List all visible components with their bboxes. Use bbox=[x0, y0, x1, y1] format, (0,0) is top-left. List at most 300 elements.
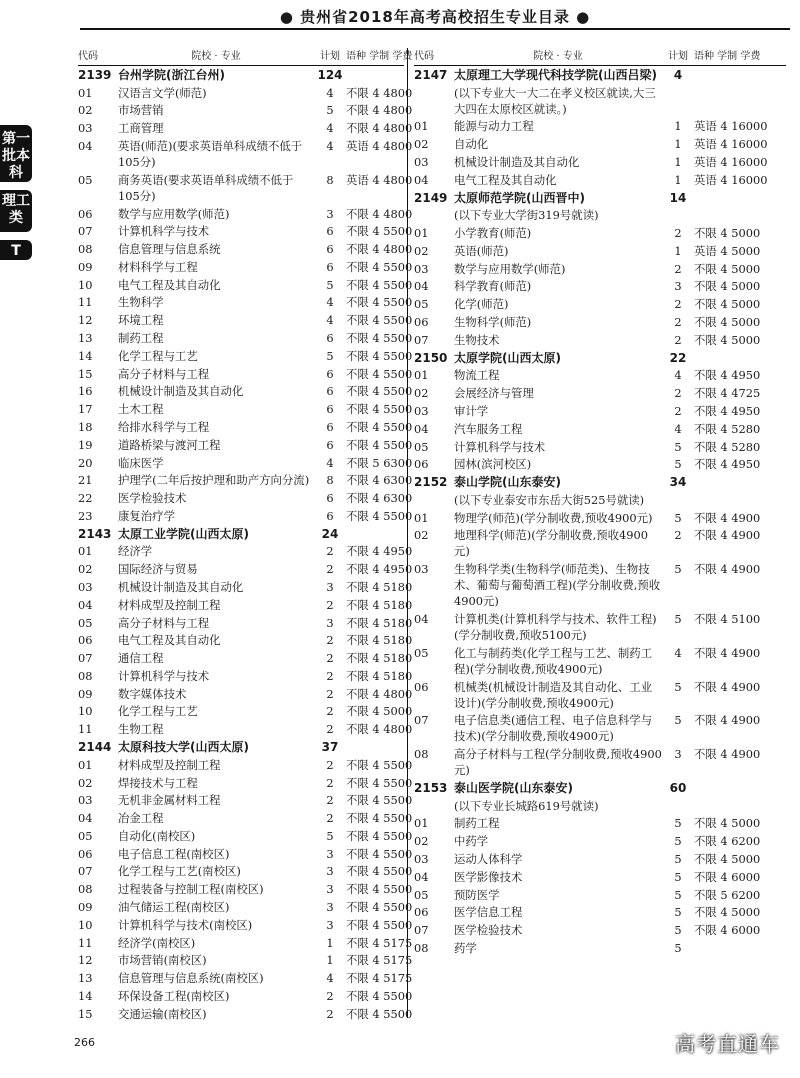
school-row bbox=[414, 473, 786, 491]
row-meta: 不限 4 5500 bbox=[346, 900, 413, 915]
row-name: 太原学院(山西太原) bbox=[454, 350, 561, 365]
major-row bbox=[78, 916, 413, 934]
row-plan: 3 bbox=[326, 579, 334, 594]
row-meta: 不限 4 4950 bbox=[694, 403, 761, 418]
row-plan: 6 bbox=[326, 331, 334, 346]
left-column-header bbox=[78, 48, 413, 66]
row-meta: 不限 4 5500 bbox=[346, 811, 413, 826]
school-row bbox=[414, 349, 786, 367]
row-plan: 5 bbox=[674, 713, 682, 728]
row-code: 20 bbox=[78, 455, 93, 470]
row-name: 临床医学 bbox=[118, 455, 164, 470]
header-name: 院校 · 专业 bbox=[191, 51, 241, 62]
row-plan: 8 bbox=[326, 473, 334, 488]
row-code: 2144 bbox=[78, 740, 112, 755]
major-row bbox=[414, 903, 786, 921]
row-meta: 不限 4 4950 bbox=[694, 457, 761, 472]
row-plan: 4 bbox=[326, 121, 334, 136]
major-row bbox=[78, 756, 413, 774]
row-code: 08 bbox=[78, 668, 93, 683]
row-meta: 不限 4 4900 bbox=[694, 713, 761, 728]
side-tab-letter: T bbox=[0, 240, 32, 260]
major-row bbox=[414, 921, 786, 939]
row-meta: 不限 4 4950 bbox=[346, 562, 413, 577]
row-code: 2150 bbox=[414, 350, 448, 365]
row-name: (以下专业长城路619号就读) bbox=[454, 798, 599, 813]
row-meta: 不限 4 5500 bbox=[346, 775, 413, 790]
row-plan: 5 bbox=[674, 869, 682, 884]
row-code: 04 bbox=[78, 811, 93, 826]
row-name: 高分子材料与工程(学分制收费,预收4900元) bbox=[454, 747, 662, 778]
major-row bbox=[78, 827, 413, 845]
row-code: 09 bbox=[78, 259, 93, 274]
row-name: 生物科学 bbox=[118, 295, 164, 310]
major-row bbox=[78, 383, 413, 401]
right-column bbox=[414, 48, 786, 957]
row-name: 计算机科学与技术(南校区) bbox=[118, 917, 253, 932]
row-name: 制药工程 bbox=[118, 331, 164, 346]
row-meta: 不限 4 5000 bbox=[694, 261, 761, 276]
major-row bbox=[78, 171, 413, 205]
row-code: 03 bbox=[78, 121, 93, 136]
row-meta: 不限 4 4800 bbox=[346, 242, 413, 257]
row-name: (以下专业大一大二在孝义校区就读,大三大四在太原校区就读。) bbox=[454, 85, 656, 116]
row-meta: 不限 4 5500 bbox=[346, 508, 413, 523]
row-name: 化学工程与工艺(南校区) bbox=[118, 864, 241, 879]
row-name: 给排水科学与工程 bbox=[118, 419, 210, 434]
row-name: 能源与动力工程 bbox=[454, 119, 534, 134]
school-row bbox=[78, 738, 404, 756]
row-plan: 4 bbox=[673, 67, 683, 82]
row-name: 焊接技术与工程 bbox=[118, 775, 198, 790]
row-name: 市场营销(南校区) bbox=[118, 953, 207, 968]
row-plan: 2 bbox=[326, 757, 334, 772]
row-code: 02 bbox=[414, 386, 429, 401]
row-plan: 8 bbox=[326, 172, 334, 187]
header-rule bbox=[80, 28, 790, 30]
header-name: 院校 · 专业 bbox=[533, 51, 583, 62]
major-row bbox=[78, 543, 413, 561]
row-name: 高分子材料与工程 bbox=[118, 615, 210, 630]
major-row bbox=[78, 614, 413, 632]
row-name: 工商管理 bbox=[118, 121, 164, 136]
row-name: 无机非金属材料工程 bbox=[118, 793, 221, 808]
row-plan bbox=[662, 492, 694, 508]
major-row bbox=[78, 471, 413, 489]
row-plan: 6 bbox=[326, 491, 334, 506]
header-code: 代码 bbox=[414, 51, 434, 62]
row-plan: 5 bbox=[326, 828, 334, 843]
page-number: 266 bbox=[74, 1036, 95, 1049]
school-row bbox=[78, 525, 404, 543]
row-plan: 37 bbox=[321, 740, 339, 755]
row-meta: 不限 4 5180 bbox=[346, 597, 413, 612]
row-plan: 6 bbox=[326, 508, 334, 523]
row-plan: 4 bbox=[326, 85, 334, 100]
major-row bbox=[414, 118, 786, 136]
row-meta: 不限 5 6200 bbox=[694, 887, 761, 902]
row-plan: 2 bbox=[326, 562, 334, 577]
row-code: 04 bbox=[78, 139, 93, 154]
row-plan: 24 bbox=[321, 526, 339, 541]
row-meta: 不限 4 5500 bbox=[346, 313, 413, 328]
school-row bbox=[78, 66, 404, 84]
row-plan: 2 bbox=[326, 651, 334, 666]
row-code: 05 bbox=[78, 615, 93, 630]
row-plan: 5 bbox=[674, 816, 682, 831]
side-tab-batch: 第一批本科 bbox=[0, 125, 32, 182]
watermark: 高考直通车 bbox=[675, 1032, 780, 1056]
row-code: 01 bbox=[414, 816, 429, 831]
row-plan: 6 bbox=[326, 224, 334, 239]
row-plan: 5 bbox=[674, 679, 682, 694]
school-row bbox=[414, 189, 786, 207]
row-plan: 2 bbox=[326, 544, 334, 559]
major-row bbox=[414, 331, 786, 349]
row-plan: 2 bbox=[326, 668, 334, 683]
row-plan: 5 bbox=[674, 887, 682, 902]
major-row bbox=[414, 527, 786, 561]
row-meta bbox=[694, 67, 786, 83]
row-name: 运动人体科学 bbox=[454, 852, 523, 867]
major-row bbox=[78, 329, 413, 347]
row-name: 高分子材料与工程 bbox=[118, 366, 210, 381]
major-row bbox=[78, 205, 413, 223]
row-meta: 不限 4 4900 bbox=[694, 510, 761, 525]
row-meta: 不限 4 5100 bbox=[694, 611, 761, 626]
row-plan: 3 bbox=[326, 917, 334, 932]
row-name: 太原工业学院(山西太原) bbox=[118, 526, 249, 541]
row-plan: 4 bbox=[326, 295, 334, 310]
row-plan: 4 bbox=[674, 421, 682, 436]
row-name: 生物科学类(生物科学(师范类)、生物技术、葡萄与葡萄酒工程)(学分制收费,预收4900元) bbox=[454, 562, 661, 609]
row-code: 06 bbox=[414, 315, 429, 330]
row-name: 通信工程 bbox=[118, 651, 164, 666]
major-row bbox=[78, 898, 413, 916]
row-code: 07 bbox=[414, 713, 429, 728]
row-name: 计算机类(计算机科学与技术、软件工程)(学分制收费,预收5100元) bbox=[454, 611, 657, 642]
major-row bbox=[414, 815, 786, 833]
header-meta: 语种 学制 学费 bbox=[346, 51, 413, 62]
row-code: 02 bbox=[78, 103, 93, 118]
row-plan: 2 bbox=[674, 386, 682, 401]
row-meta bbox=[346, 67, 404, 83]
row-meta bbox=[694, 798, 786, 814]
row-name: 化学工程与工艺 bbox=[118, 348, 198, 363]
row-meta: 不限 4 5180 bbox=[346, 651, 413, 666]
major-row bbox=[414, 678, 786, 712]
row-name: 道路桥梁与渡河工程 bbox=[118, 437, 221, 452]
row-meta: 英语 4 5000 bbox=[694, 243, 761, 258]
row-meta: 不限 4 4950 bbox=[346, 544, 413, 559]
row-code: 05 bbox=[414, 297, 429, 312]
major-row bbox=[78, 969, 413, 987]
row-code: 2143 bbox=[78, 526, 112, 541]
row-plan: 2 bbox=[674, 297, 682, 312]
row-name: 土木工程 bbox=[118, 402, 164, 417]
row-meta: 不限 4 4800 bbox=[346, 722, 413, 737]
row-code bbox=[414, 492, 454, 508]
major-row bbox=[78, 489, 413, 507]
row-code: 08 bbox=[78, 242, 93, 257]
row-code: 05 bbox=[78, 172, 93, 187]
major-row bbox=[78, 294, 413, 312]
left-rows bbox=[78, 66, 413, 1023]
row-plan bbox=[662, 207, 694, 223]
row-code: 07 bbox=[78, 864, 93, 879]
row-code: 13 bbox=[78, 331, 93, 346]
major-row bbox=[414, 939, 786, 957]
header-meta: 语种 学制 学费 bbox=[694, 51, 761, 62]
row-code: 2153 bbox=[414, 780, 448, 795]
major-row bbox=[414, 295, 786, 313]
major-row bbox=[78, 560, 413, 578]
row-meta: 不限 4 5500 bbox=[346, 793, 413, 808]
major-row bbox=[414, 745, 786, 779]
row-meta: 不限 4 5175 bbox=[346, 953, 413, 968]
header-code: 代码 bbox=[78, 51, 98, 62]
row-name: 制药工程 bbox=[454, 816, 500, 831]
row-name: 冶金工程 bbox=[118, 811, 164, 826]
row-code: 07 bbox=[414, 332, 429, 347]
row-plan: 2 bbox=[674, 332, 682, 347]
row-plan: 2 bbox=[326, 597, 334, 612]
row-meta: 不限 4 5500 bbox=[346, 864, 413, 879]
row-meta: 英语 4 16000 bbox=[694, 137, 768, 152]
row-meta: 不限 4 5000 bbox=[694, 816, 761, 831]
row-meta: 不限 4 6300 bbox=[346, 491, 413, 506]
row-plan: 2 bbox=[326, 793, 334, 808]
row-meta: 英语 4 16000 bbox=[694, 172, 768, 187]
row-name: 市场营销 bbox=[118, 103, 164, 118]
row-meta: 不限 4 5180 bbox=[346, 615, 413, 630]
row-name: 化工与制药类(化学工程与工艺、制药工程)(学分制收费,预收4900元) bbox=[454, 645, 653, 676]
right-column-header bbox=[414, 48, 786, 66]
row-plan: 5 bbox=[674, 439, 682, 454]
major-row bbox=[78, 347, 413, 365]
major-row bbox=[78, 720, 413, 738]
row-name: 英语(师范) bbox=[454, 243, 509, 258]
row-name: 环境工程 bbox=[118, 313, 164, 328]
row-code: 03 bbox=[414, 261, 429, 276]
row-plan: 2 bbox=[326, 686, 334, 701]
row-code: 05 bbox=[78, 828, 93, 843]
row-name: 药学 bbox=[454, 940, 477, 955]
major-row bbox=[78, 952, 413, 970]
row-code: 23 bbox=[78, 508, 93, 523]
left-column bbox=[78, 48, 413, 1023]
major-row bbox=[414, 224, 786, 242]
major-row bbox=[414, 367, 786, 385]
right-rows bbox=[414, 66, 786, 957]
row-meta: 不限 4 4900 bbox=[694, 528, 761, 543]
row-code: 2149 bbox=[414, 190, 448, 205]
row-code: 2152 bbox=[414, 475, 448, 490]
row-meta bbox=[694, 207, 786, 223]
row-plan: 5 bbox=[674, 834, 682, 849]
row-code: 17 bbox=[78, 402, 93, 417]
row-name: 数学与应用数学(师范) bbox=[118, 206, 230, 221]
row-plan: 1 bbox=[674, 243, 682, 258]
major-row bbox=[78, 685, 413, 703]
note-row bbox=[414, 84, 786, 118]
row-name: 医学检验技术 bbox=[454, 923, 523, 938]
row-meta: 不限 4 6000 bbox=[694, 923, 761, 938]
row-name: 园林(滨河校区) bbox=[454, 457, 532, 472]
row-plan: 1 bbox=[674, 155, 682, 170]
row-plan: 5 bbox=[326, 103, 334, 118]
major-row bbox=[78, 240, 413, 258]
row-code: 03 bbox=[414, 852, 429, 867]
row-name: 经济学 bbox=[118, 544, 153, 559]
row-name: 汽车服务工程 bbox=[454, 421, 523, 436]
row-meta: 不限 4 5175 bbox=[346, 935, 413, 950]
row-code: 11 bbox=[78, 935, 93, 950]
row-code: 18 bbox=[78, 419, 93, 434]
row-code: 13 bbox=[78, 971, 93, 986]
row-plan: 3 bbox=[326, 864, 334, 879]
row-name: 国际经济与贸易 bbox=[118, 562, 198, 577]
row-plan: 14 bbox=[669, 190, 687, 205]
major-row bbox=[78, 84, 413, 102]
major-row bbox=[414, 610, 786, 644]
row-name: 护理学(二年后按护理和助产方向分流) bbox=[118, 473, 310, 488]
row-code: 22 bbox=[78, 491, 93, 506]
row-code: 01 bbox=[78, 757, 93, 772]
row-name: 商务英语(要求英语单科成绩不低于105分) bbox=[118, 172, 294, 203]
major-row bbox=[78, 845, 413, 863]
row-meta: 不限 4 4900 bbox=[694, 747, 761, 762]
side-tabs bbox=[0, 125, 32, 268]
row-meta: 不限 4 5500 bbox=[346, 1006, 413, 1021]
row-plan: 2 bbox=[674, 528, 682, 543]
row-plan: 34 bbox=[669, 475, 687, 490]
row-code: 02 bbox=[78, 562, 93, 577]
row-name: 康复治疗学 bbox=[118, 508, 175, 523]
row-plan: 4 bbox=[326, 313, 334, 328]
row-name: 计算机科学与技术 bbox=[118, 668, 210, 683]
row-code: 08 bbox=[78, 882, 93, 897]
row-code bbox=[414, 798, 454, 814]
major-row bbox=[78, 137, 413, 171]
row-meta: 不限 4 5000 bbox=[694, 226, 761, 241]
row-name: 地理科学(师范)(学分制收费,预收4900元) bbox=[454, 528, 649, 559]
row-code: 11 bbox=[78, 722, 93, 737]
major-row bbox=[78, 507, 413, 525]
major-row bbox=[78, 863, 413, 881]
row-code: 14 bbox=[78, 988, 93, 1003]
major-row bbox=[78, 934, 413, 952]
row-code: 02 bbox=[78, 775, 93, 790]
row-plan: 4 bbox=[326, 971, 334, 986]
row-plan: 2 bbox=[674, 261, 682, 276]
row-code: 11 bbox=[78, 295, 93, 310]
row-name: 数字媒体技术 bbox=[118, 686, 187, 701]
row-meta: 不限 4 6000 bbox=[694, 869, 761, 884]
row-plan: 6 bbox=[326, 366, 334, 381]
row-plan: 2 bbox=[326, 704, 334, 719]
row-plan bbox=[662, 85, 694, 117]
row-name: 太原师范学院(山西晋中) bbox=[454, 190, 585, 205]
row-plan: 3 bbox=[674, 747, 682, 762]
row-code: 07 bbox=[414, 923, 429, 938]
row-plan: 6 bbox=[326, 259, 334, 274]
row-meta: 不限 4 5000 bbox=[694, 332, 761, 347]
row-code bbox=[414, 85, 454, 117]
row-plan: 4 bbox=[674, 645, 682, 660]
row-plan: 2 bbox=[326, 988, 334, 1003]
row-name: 泰山学院(山东泰安) bbox=[454, 475, 561, 490]
major-row bbox=[78, 649, 413, 667]
row-plan: 2 bbox=[674, 315, 682, 330]
major-row bbox=[414, 832, 786, 850]
row-code: 04 bbox=[414, 279, 429, 294]
row-code: 12 bbox=[78, 313, 93, 328]
row-meta: 英语 4 4800 bbox=[346, 139, 413, 154]
row-meta: 不限 4 5000 bbox=[694, 297, 761, 312]
row-plan: 2 bbox=[326, 722, 334, 737]
row-meta: 不限 4 5000 bbox=[694, 279, 761, 294]
major-row bbox=[78, 400, 413, 418]
row-name: 生物科学(师范) bbox=[454, 315, 532, 330]
row-name: 泰山医学院(山东泰安) bbox=[454, 780, 573, 795]
row-name: 生物工程 bbox=[118, 722, 164, 737]
row-code: 02 bbox=[414, 137, 429, 152]
row-code: 01 bbox=[78, 544, 93, 559]
row-code: 03 bbox=[78, 579, 93, 594]
row-plan: 5 bbox=[674, 510, 682, 525]
row-code: 01 bbox=[78, 85, 93, 100]
row-meta: 不限 4 5000 bbox=[694, 315, 761, 330]
row-code: 06 bbox=[414, 457, 429, 472]
row-name: 电子信息类(通信工程、电子信息科学与技术)(学分制收费,预收4900元) bbox=[454, 713, 653, 744]
row-meta: 不限 4 5500 bbox=[346, 331, 413, 346]
note-row bbox=[414, 206, 786, 224]
major-row bbox=[78, 791, 413, 809]
row-plan: 3 bbox=[326, 206, 334, 221]
row-name: 台州学院(浙江台州) bbox=[118, 67, 225, 82]
row-code: 07 bbox=[78, 224, 93, 239]
row-meta: 不限 4 5500 bbox=[346, 224, 413, 239]
row-plan: 5 bbox=[326, 348, 334, 363]
row-code: 06 bbox=[414, 679, 429, 694]
row-meta: 不限 4 5180 bbox=[346, 668, 413, 683]
row-plan: 22 bbox=[669, 350, 687, 365]
row-meta bbox=[694, 940, 786, 956]
row-code: 03 bbox=[78, 793, 93, 808]
row-name: 机械类(机械设计制造及其自动化、工业设计)(学分制收费,预收4900元) bbox=[454, 679, 653, 710]
major-row bbox=[78, 631, 413, 649]
row-meta: 不限 4 5500 bbox=[346, 828, 413, 843]
major-row bbox=[414, 438, 786, 456]
major-row bbox=[414, 560, 786, 610]
row-name: 物流工程 bbox=[454, 368, 500, 383]
row-meta: 不限 4 6300 bbox=[346, 473, 413, 488]
row-code: 03 bbox=[414, 562, 429, 577]
row-code: 08 bbox=[414, 940, 429, 955]
row-meta: 不限 4 5500 bbox=[346, 348, 413, 363]
major-row bbox=[78, 987, 413, 1005]
row-code: 06 bbox=[414, 905, 429, 920]
row-name: 汉语言文学(师范) bbox=[118, 85, 207, 100]
major-row bbox=[414, 509, 786, 527]
row-meta: 不限 4 5500 bbox=[346, 882, 413, 897]
row-meta: 不限 4 4900 bbox=[694, 679, 761, 694]
row-plan: 124 bbox=[317, 67, 343, 82]
major-row bbox=[414, 644, 786, 678]
row-name: 材料成型及控制工程 bbox=[118, 597, 221, 612]
major-row bbox=[78, 222, 413, 240]
